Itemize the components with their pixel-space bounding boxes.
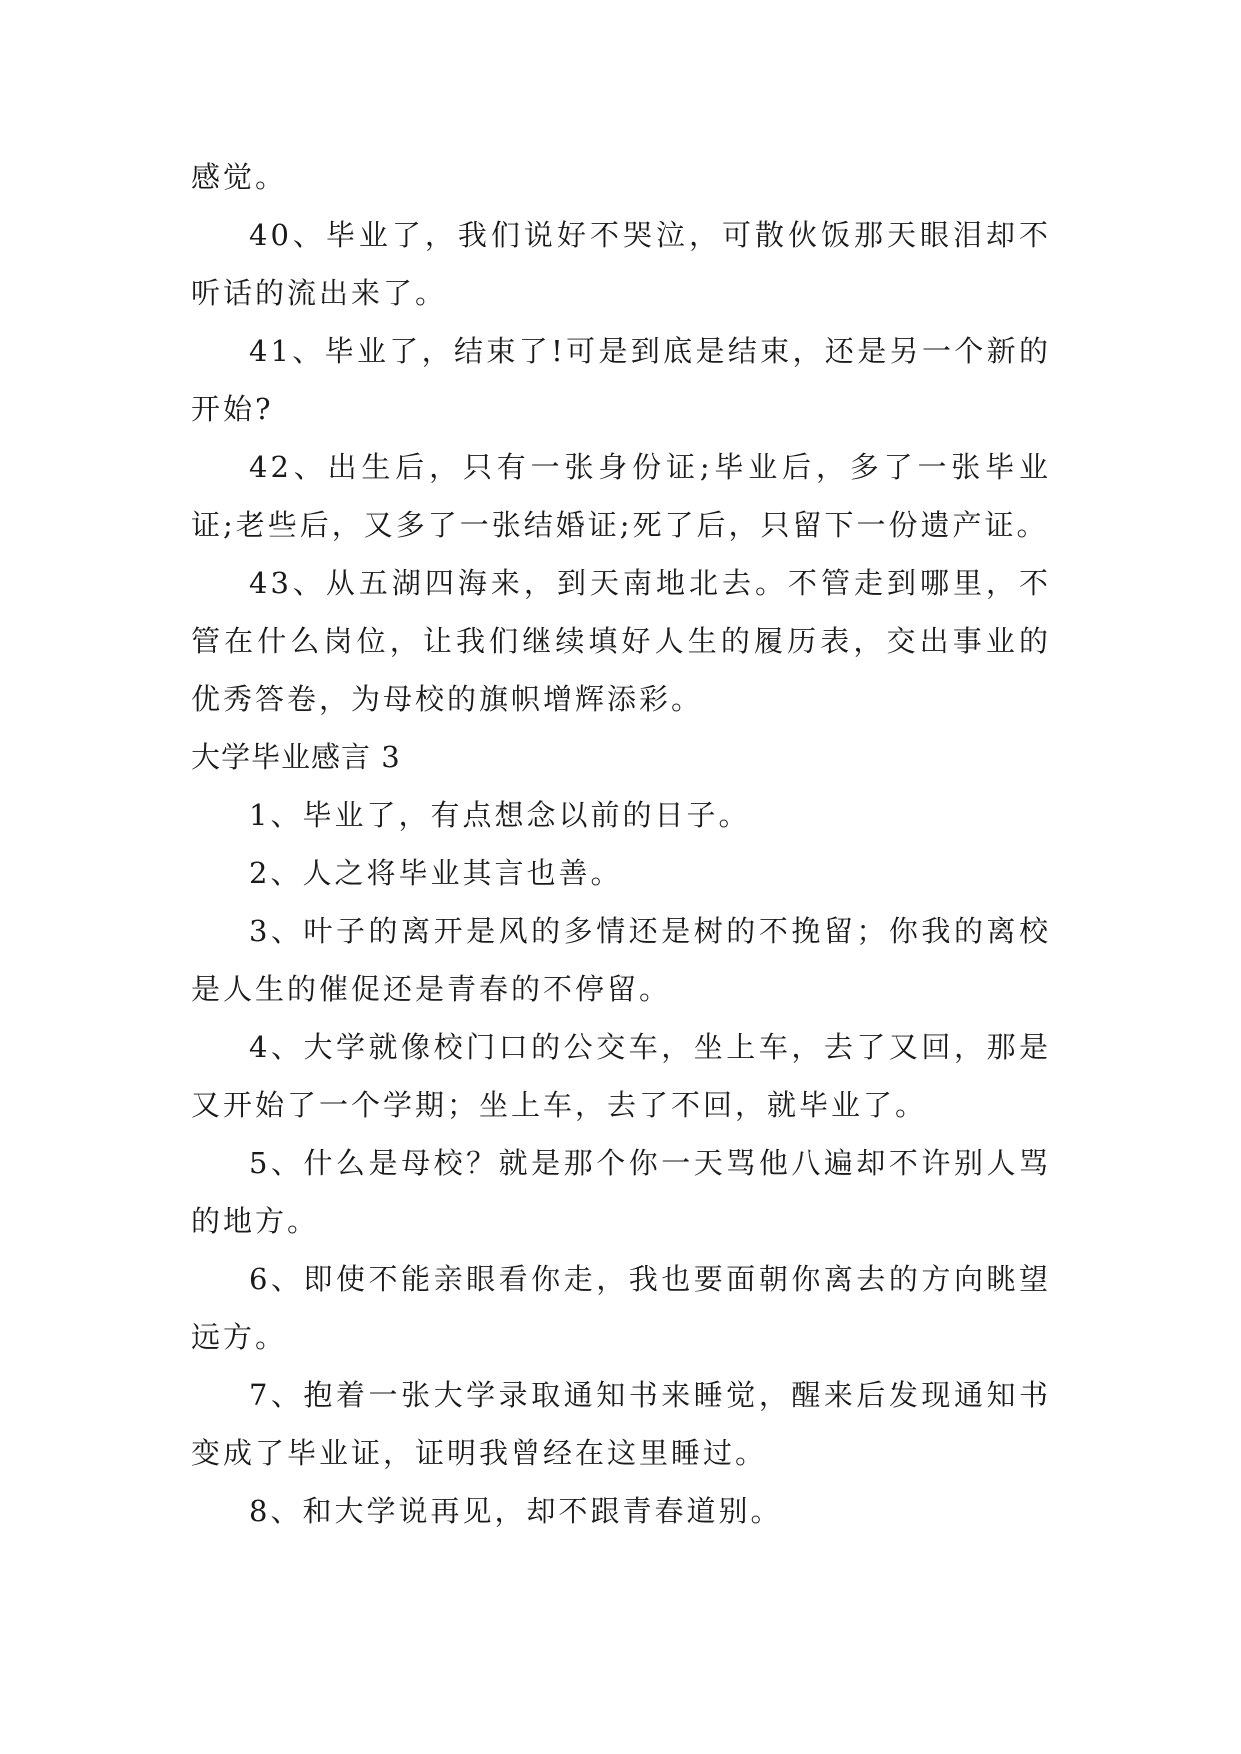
section-item-8: 8、和大学说再见，却不跟青春道别。 — [249, 1494, 783, 1528]
paragraph-continuation: 感觉。 — [191, 160, 288, 194]
section-item-4: 4、大学就像校门口的公交车，坐上车，去了又回，那是又开始了一个学期；坐上车，去了不回，就毕业了。 — [191, 1030, 1051, 1122]
section-item-7: 7、抱着一张大学录取通知书来睡觉，醒来后发现通知书变成了毕业证，证明我曾经在这里睡过。 — [191, 1378, 1051, 1470]
paragraph-item-41: 41、毕业了，结束了!可是到底是结束，还是另一个新的开始? — [191, 334, 1051, 426]
section-item-5: 5、什么是母校？就是那个你一天骂他八遍却不许别人骂的地方。 — [191, 1146, 1051, 1238]
paragraph-item-43: 43、从五湖四海来，到天南地北去。不管走到哪里，不管在什么岗位，让我们继续填好人生的履历表，交出事业的优秀答卷，为母校的旗帜增辉添彩。 — [191, 566, 1051, 716]
paragraph-item-42: 42、出生后，只有一张身份证;毕业后，多了一张毕业证;老些后，又多了一张结婚证;死了后，只留下一份遗产证。 — [191, 450, 1051, 542]
paragraph-item-40: 40、毕业了，我们说好不哭泣，可散伙饭那天眼泪却不听话的流出来了。 — [191, 218, 1051, 310]
section-item-3: 3、叶子的离开是风的多情还是树的不挽留；你我的离校是人生的催促还是青春的不停留。 — [191, 914, 1051, 1006]
section-item-2: 2、人之将毕业其言也善。 — [249, 856, 623, 890]
document-page — [191, 148, 1051, 1540]
section-item-1: 1、毕业了，有点想念以前的日子。 — [249, 798, 751, 832]
section-heading: 大学毕业感言 3 — [191, 740, 401, 774]
section-item-6: 6、即使不能亲眼看你走，我也要面朝你离去的方向眺望远方。 — [191, 1262, 1051, 1354]
